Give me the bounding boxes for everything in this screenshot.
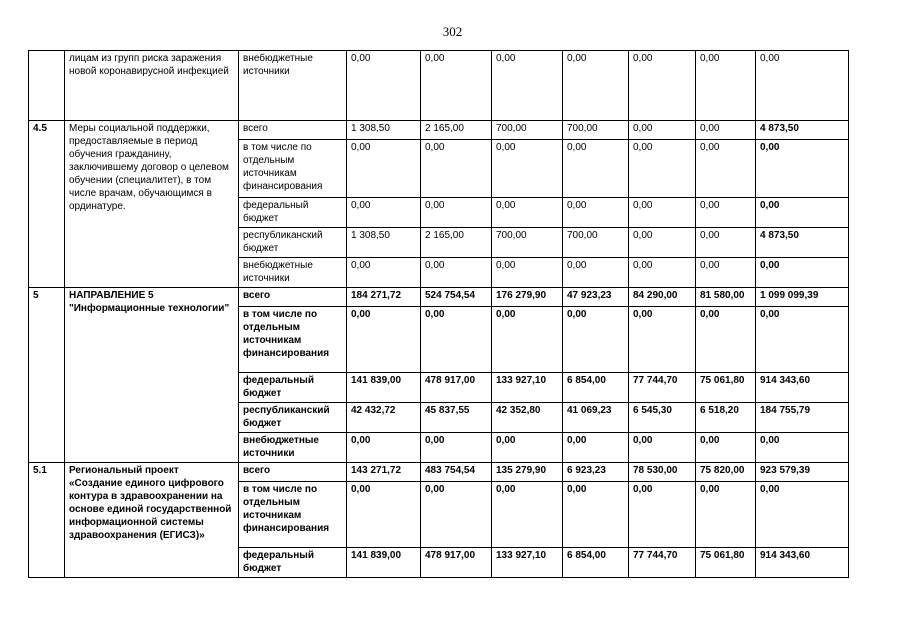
funding-source: в том числе по отдельным источникам финансирования bbox=[239, 482, 347, 548]
year-value-cell: 0,00 bbox=[421, 433, 492, 463]
year-value-cell: 75 061,80 bbox=[696, 373, 756, 403]
year-value-cell: 141 839,00 bbox=[347, 373, 421, 403]
year-value-cell: 77 744,70 bbox=[629, 373, 696, 403]
year-value-cell: 0,00 bbox=[629, 433, 696, 463]
year-value-cell: 77 744,70 bbox=[629, 548, 696, 578]
year-value-cell: 0,00 bbox=[629, 228, 696, 258]
total-value-cell: 923 579,39 bbox=[756, 463, 849, 482]
year-value-cell: 42 432,72 bbox=[347, 403, 421, 433]
year-value-cell: 0,00 bbox=[421, 51, 492, 121]
year-value-cell: 75 820,00 bbox=[696, 463, 756, 482]
year-value-cell: 78 530,00 bbox=[629, 463, 696, 482]
section-title: лицам из групп риска заражения новой коронавирусной инфекцией bbox=[65, 51, 239, 121]
year-value-cell: 0,00 bbox=[629, 258, 696, 288]
total-value-cell: 914 343,60 bbox=[756, 548, 849, 578]
year-value-cell: 133 927,10 bbox=[492, 548, 563, 578]
funding-source: внебюджетные источники bbox=[239, 258, 347, 288]
section-number: 4.5 bbox=[29, 121, 65, 288]
year-value-cell: 700,00 bbox=[492, 121, 563, 140]
year-value-cell: 176 279,90 bbox=[492, 288, 563, 307]
year-value-cell: 700,00 bbox=[492, 228, 563, 258]
year-value-cell: 0,00 bbox=[347, 258, 421, 288]
year-value-cell: 700,00 bbox=[563, 121, 629, 140]
funding-source: федеральный бюджет bbox=[239, 373, 347, 403]
year-value-cell: 0,00 bbox=[696, 258, 756, 288]
year-value-cell: 0,00 bbox=[696, 121, 756, 140]
total-value-cell: 0,00 bbox=[756, 433, 849, 463]
funding-source: внебюджетные источники bbox=[239, 51, 347, 121]
table-row bbox=[29, 51, 849, 121]
year-value-cell: 0,00 bbox=[492, 307, 563, 373]
year-value-cell: 0,00 bbox=[347, 307, 421, 373]
year-value-cell: 2 165,00 bbox=[421, 228, 492, 258]
year-value-cell: 0,00 bbox=[629, 198, 696, 228]
year-value-cell: 0,00 bbox=[563, 140, 629, 198]
section-number bbox=[29, 51, 65, 121]
year-value-cell: 700,00 bbox=[563, 228, 629, 258]
year-value-cell: 524 754,54 bbox=[421, 288, 492, 307]
year-value-cell: 478 917,00 bbox=[421, 373, 492, 403]
year-value-cell: 0,00 bbox=[629, 140, 696, 198]
total-value-cell: 0,00 bbox=[756, 307, 849, 373]
page-number: 302 bbox=[442, 24, 463, 39]
table-body bbox=[29, 51, 849, 578]
year-value-cell: 0,00 bbox=[347, 482, 421, 548]
funding-source: республиканский бюджет bbox=[239, 228, 347, 258]
year-value-cell: 0,00 bbox=[696, 482, 756, 548]
year-value-cell: 6 923,23 bbox=[563, 463, 629, 482]
funding-source: республиканский бюджет bbox=[239, 403, 347, 433]
year-value-cell: 0,00 bbox=[492, 482, 563, 548]
year-value-cell: 141 839,00 bbox=[347, 548, 421, 578]
year-value-cell: 81 580,00 bbox=[696, 288, 756, 307]
section-number: 5 bbox=[29, 288, 65, 463]
funding-source: всего bbox=[239, 121, 347, 140]
year-value-cell: 483 754,54 bbox=[421, 463, 492, 482]
year-value-cell: 0,00 bbox=[563, 482, 629, 548]
year-value-cell: 0,00 bbox=[492, 258, 563, 288]
funding-source: всего bbox=[239, 463, 347, 482]
section-title: Меры социальной поддержки, предоставляемые в период обучения гражданину, заключившему договор о целевом обучении (специалитет), в том числе врачам, обучающимся в ординатуре. bbox=[65, 121, 239, 288]
total-value-cell: 4 873,50 bbox=[756, 121, 849, 140]
section-title: НАПРАВЛЕНИЕ 5 "Информационные технологии" bbox=[65, 288, 239, 463]
total-value-cell: 4 873,50 bbox=[756, 228, 849, 258]
year-value-cell: 0,00 bbox=[629, 482, 696, 548]
table-row bbox=[29, 121, 849, 140]
year-value-cell: 1 308,50 bbox=[347, 121, 421, 140]
year-value-cell: 0,00 bbox=[696, 140, 756, 198]
table-row bbox=[29, 463, 849, 482]
year-value-cell: 0,00 bbox=[347, 198, 421, 228]
funding-source: внебюджетные источники bbox=[239, 433, 347, 463]
year-value-cell: 0,00 bbox=[696, 51, 756, 121]
year-value-cell: 0,00 bbox=[696, 433, 756, 463]
year-value-cell: 6 854,00 bbox=[563, 373, 629, 403]
year-value-cell: 0,00 bbox=[421, 140, 492, 198]
year-value-cell: 0,00 bbox=[563, 198, 629, 228]
year-value-cell: 45 837,55 bbox=[421, 403, 492, 433]
year-value-cell: 0,00 bbox=[421, 482, 492, 548]
total-value-cell: 0,00 bbox=[756, 482, 849, 548]
year-value-cell: 6 518,20 bbox=[696, 403, 756, 433]
year-value-cell: 75 061,80 bbox=[696, 548, 756, 578]
year-value-cell: 184 271,72 bbox=[347, 288, 421, 307]
total-value-cell: 184 755,79 bbox=[756, 403, 849, 433]
total-value-cell: 0,00 bbox=[756, 258, 849, 288]
year-value-cell: 0,00 bbox=[563, 433, 629, 463]
year-value-cell: 47 923,23 bbox=[563, 288, 629, 307]
year-value-cell: 0,00 bbox=[696, 307, 756, 373]
year-value-cell: 0,00 bbox=[492, 140, 563, 198]
year-value-cell: 0,00 bbox=[421, 258, 492, 288]
year-value-cell: 0,00 bbox=[563, 51, 629, 121]
funding-source: федеральный бюджет bbox=[239, 198, 347, 228]
funding-source: в том числе по отдельным источникам финансирования bbox=[239, 307, 347, 373]
year-value-cell: 0,00 bbox=[563, 307, 629, 373]
year-value-cell: 0,00 bbox=[629, 307, 696, 373]
funding-source: в том числе по отдельным источникам финансирования bbox=[239, 140, 347, 198]
year-value-cell: 0,00 bbox=[421, 307, 492, 373]
year-value-cell: 133 927,10 bbox=[492, 373, 563, 403]
year-value-cell: 0,00 bbox=[347, 140, 421, 198]
section-title: Региональный проект «Создание единого цифрового контура в здравоохранении на основе единой государственной информационной системы здравоохранения (ЕГИСЗ)» bbox=[65, 463, 239, 578]
year-value-cell: 0,00 bbox=[563, 258, 629, 288]
budget-table bbox=[28, 50, 849, 578]
year-value-cell: 0,00 bbox=[492, 433, 563, 463]
year-value-cell: 478 917,00 bbox=[421, 548, 492, 578]
year-value-cell: 0,00 bbox=[492, 198, 563, 228]
total-value-cell: 0,00 bbox=[756, 140, 849, 198]
section-number: 5.1 bbox=[29, 463, 65, 578]
total-value-cell: 0,00 bbox=[756, 51, 849, 121]
year-value-cell: 42 352,80 bbox=[492, 403, 563, 433]
year-value-cell: 1 308,50 bbox=[347, 228, 421, 258]
year-value-cell: 6 545,30 bbox=[629, 403, 696, 433]
year-value-cell: 6 854,00 bbox=[563, 548, 629, 578]
funding-source: федеральный бюджет bbox=[239, 548, 347, 578]
year-value-cell: 0,00 bbox=[696, 198, 756, 228]
year-value-cell: 0,00 bbox=[696, 228, 756, 258]
year-value-cell: 0,00 bbox=[492, 51, 563, 121]
year-value-cell: 0,00 bbox=[347, 51, 421, 121]
year-value-cell: 0,00 bbox=[347, 433, 421, 463]
year-value-cell: 2 165,00 bbox=[421, 121, 492, 140]
table-row bbox=[29, 288, 849, 307]
total-value-cell: 0,00 bbox=[756, 198, 849, 228]
year-value-cell: 0,00 bbox=[629, 51, 696, 121]
year-value-cell: 84 290,00 bbox=[629, 288, 696, 307]
year-value-cell: 0,00 bbox=[629, 121, 696, 140]
total-value-cell: 914 343,60 bbox=[756, 373, 849, 403]
year-value-cell: 143 271,72 bbox=[347, 463, 421, 482]
year-value-cell: 0,00 bbox=[421, 198, 492, 228]
year-value-cell: 41 069,23 bbox=[563, 403, 629, 433]
year-value-cell: 135 279,90 bbox=[492, 463, 563, 482]
funding-source: всего bbox=[239, 288, 347, 307]
total-value-cell: 1 099 099,39 bbox=[756, 288, 849, 307]
